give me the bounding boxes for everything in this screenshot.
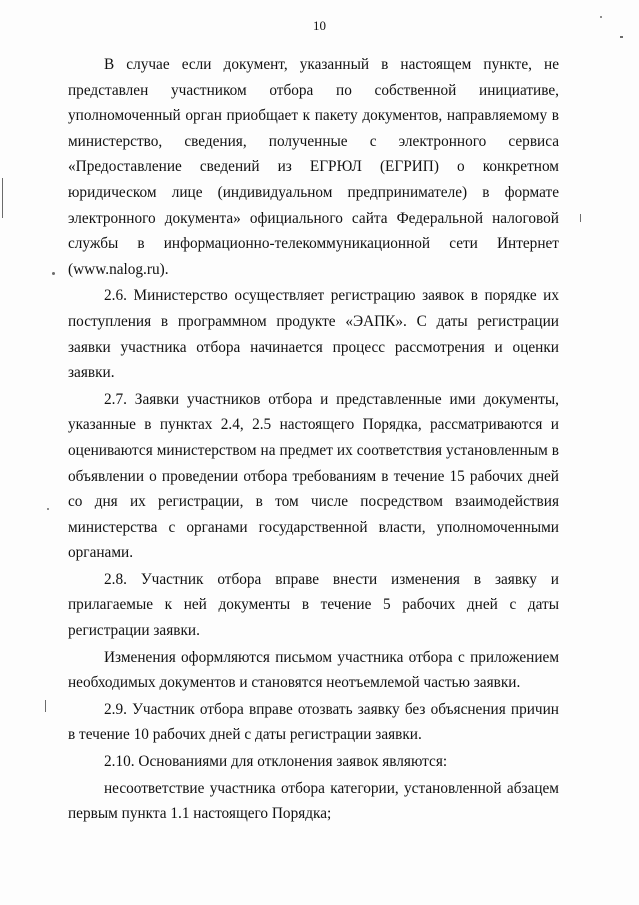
paragraph-changes: Изменения оформляются письмом участника отбора с приложением необходимых документов и становятся неотъемлемой частью заявки.: [68, 648, 559, 692]
paragraph-2-9: 2.9. Участник отбора вправе отозвать заявку без объяснения причин в течение 10 рабочих дней с даты регистрации заявки.: [68, 700, 559, 744]
document-body: [68, 52, 559, 827]
scan-artifact: [580, 214, 581, 222]
page-number: 10: [313, 18, 326, 33]
scan-artifact: [52, 272, 55, 275]
scan-artifact: [47, 508, 49, 510]
paragraph-2-7: 2.7. Заявки участников отбора и представленные ими документы, указанные в пунктах 2.4, 2.5 настоящего Порядка, рассматриваются и оцениваются министерством на предмет их соответствия установленным в объявлении о проведении отбора требованиям в течение 15 рабочих дней со дня их регистрации, в том числе посредством взаимодействия министерства с органами государственной власти, уполномоченными органами.: [68, 390, 559, 562]
paragraph-2-6: 2.6. Министерство осуществляет регистрацию заявок в порядке их поступления в программном продукте «ЭАПК». С даты регистрации заявки участника отбора начинается процесс рассмотрения и оценки заявки.: [68, 287, 559, 382]
paragraph-category-mismatch: несоответствие участника отбора категории, установленной абзацем первым пункта 1.1 настоящего Порядка;: [68, 779, 559, 823]
paragraph-2-10: 2.10. Основаниями для отклонения заявок являются:: [104, 753, 448, 771]
scan-artifact: [620, 36, 623, 38]
paragraph-egrul-info: В случае если документ, указанный в настоящем пункте, не представлен участником отбора по собственной инициативе, уполномоченный орган приобщает к пакету документов, направляемому в министерство, сведения, полученные с электронного сервиса «Предоставление сведений из ЕГРЮЛ (ЕГРИП) о конкретном юридическом лице (индивидуальном предпринимателе) в формате электронного документа» официального сайта Федеральной налоговой службы в информационно-телекоммуникационной сети Интернет (www.nalog.ru).: [68, 56, 559, 278]
scan-artifact: [45, 700, 46, 712]
paragraph-2-8: 2.8. Участник отбора вправе внести изменения в заявку и прилагаемые к ней документы в течение 5 рабочих дней с даты регистрации заявки.: [68, 570, 559, 640]
scan-artifact: [600, 16, 602, 18]
scan-artifact: [2, 178, 3, 218]
